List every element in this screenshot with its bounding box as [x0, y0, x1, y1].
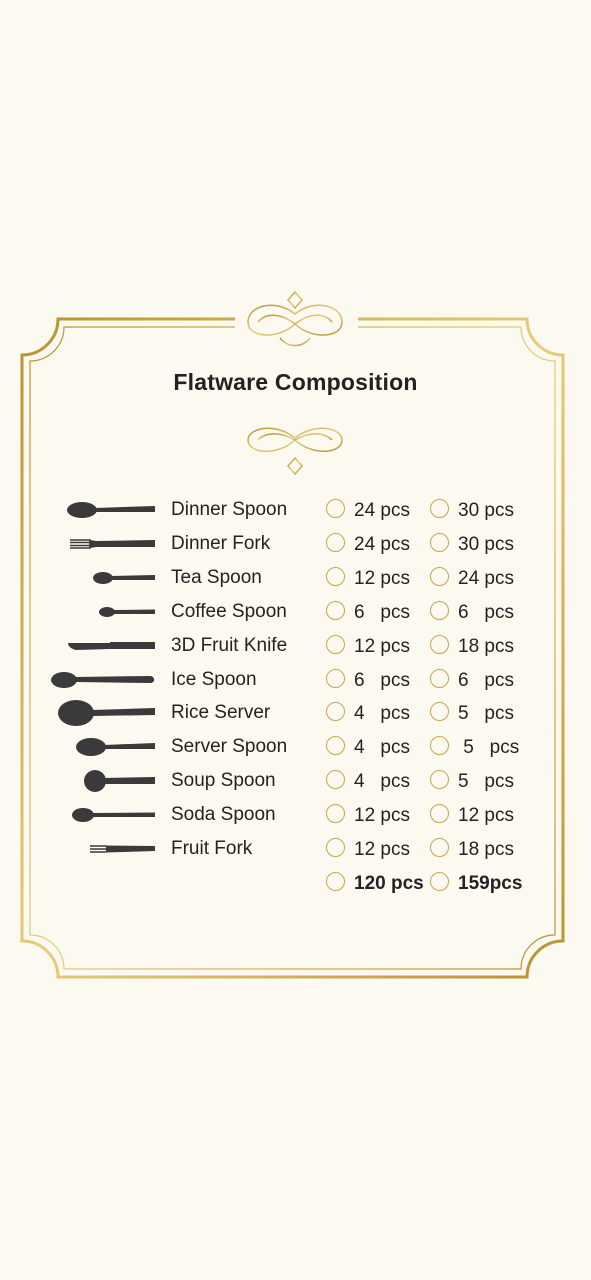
radio-icon[interactable] [326, 804, 345, 823]
option-value: 5 pcs [458, 771, 514, 793]
flatware-row [0, 730, 591, 764]
item-name: Ice Spoon [171, 668, 257, 690]
option-value: 24 pcs [458, 567, 514, 589]
top-flourish-icon [248, 292, 342, 346]
fruit-knife-icon [0, 629, 160, 663]
flatware-row [0, 764, 591, 798]
radio-icon[interactable] [430, 499, 449, 518]
option-value: 4 pcs [354, 703, 410, 725]
flatware-row [0, 561, 591, 595]
flatware-row [0, 798, 591, 832]
item-name: Dinner Spoon [171, 499, 288, 520]
dinner-spoon-icon [0, 493, 160, 527]
item-name: 3D Fruit Knife [171, 634, 288, 656]
option-value: 4 pcs [354, 771, 410, 793]
flatware-row [0, 663, 591, 697]
option-value: 18 pcs [458, 839, 514, 860]
item-name: Server Spoon [171, 736, 288, 758]
option-value: 6 pcs [458, 601, 514, 623]
option-value: 24 pcs [354, 533, 410, 555]
item-name: Coffee Spoon [171, 600, 287, 622]
radio-icon[interactable] [430, 601, 449, 620]
option-value: 4 pcs [354, 737, 410, 759]
item-name: Soup Spoon [171, 770, 276, 792]
option-value: 18 pcs [458, 635, 514, 657]
radio-icon[interactable] [326, 499, 345, 518]
soup-spoon-icon [0, 764, 160, 798]
coffee-spoon-icon [0, 595, 160, 629]
option-value: 12 pcs [354, 839, 410, 860]
option-value: 24 pcs [354, 500, 410, 521]
radio-icon[interactable] [326, 601, 345, 620]
radio-icon[interactable] [430, 533, 449, 552]
flatware-row [0, 629, 591, 663]
radio-icon[interactable] [430, 838, 449, 857]
option-value: 120 pcs [354, 872, 424, 894]
flatware-row [0, 493, 591, 527]
radio-icon[interactable] [326, 567, 345, 586]
radio-icon[interactable] [430, 567, 449, 586]
radio-icon[interactable] [326, 635, 345, 654]
flatware-row [0, 832, 591, 866]
flatware-row [0, 527, 591, 561]
rice-server-icon [0, 696, 160, 730]
tea-spoon-icon [0, 561, 160, 595]
option-value: 5 pcs [458, 703, 514, 725]
item-name: Dinner Fork [171, 532, 271, 554]
option-value: 5 pcs [458, 737, 520, 759]
soda-spoon-icon [0, 798, 160, 832]
title-flourish-icon [248, 418, 342, 474]
radio-icon[interactable] [326, 669, 345, 688]
radio-icon[interactable] [326, 702, 345, 721]
option-value: 12 pcs [354, 567, 410, 589]
radio-icon[interactable] [430, 770, 449, 789]
radio-icon[interactable] [430, 702, 449, 721]
radio-icon[interactable] [326, 872, 345, 891]
option-value: 6 pcs [458, 669, 514, 691]
flatware-row [0, 696, 591, 730]
item-name: Rice Server [171, 702, 271, 724]
ice-spoon-icon [0, 663, 160, 697]
radio-icon[interactable] [326, 770, 345, 789]
radio-icon[interactable] [326, 736, 345, 755]
option-value: 12 pcs [354, 635, 410, 657]
option-value: 30 pcs [458, 500, 514, 521]
totals-row [0, 866, 591, 900]
option-value: 6 pcs [354, 669, 410, 691]
radio-icon[interactable] [326, 533, 345, 552]
option-value: 12 pcs [458, 805, 514, 827]
radio-icon[interactable] [430, 635, 449, 654]
radio-icon[interactable] [430, 872, 449, 891]
option-value: 6 pcs [354, 601, 410, 623]
flatware-row [0, 595, 591, 629]
item-name: Fruit Fork [171, 838, 253, 859]
item-name: Soda Spoon [171, 804, 276, 826]
item-name: Tea Spoon [171, 566, 262, 588]
radio-icon[interactable] [326, 838, 345, 857]
page-title: Flatware Composition [173, 369, 418, 395]
radio-icon[interactable] [430, 669, 449, 688]
option-value: 30 pcs [458, 533, 514, 555]
radio-icon[interactable] [430, 804, 449, 823]
option-value: 159pcs [458, 872, 523, 894]
option-value: 12 pcs [354, 805, 410, 827]
server-spoon-icon [0, 730, 160, 764]
dinner-fork-icon [0, 527, 160, 561]
radio-icon[interactable] [430, 736, 449, 755]
fruit-fork-icon [0, 832, 160, 866]
